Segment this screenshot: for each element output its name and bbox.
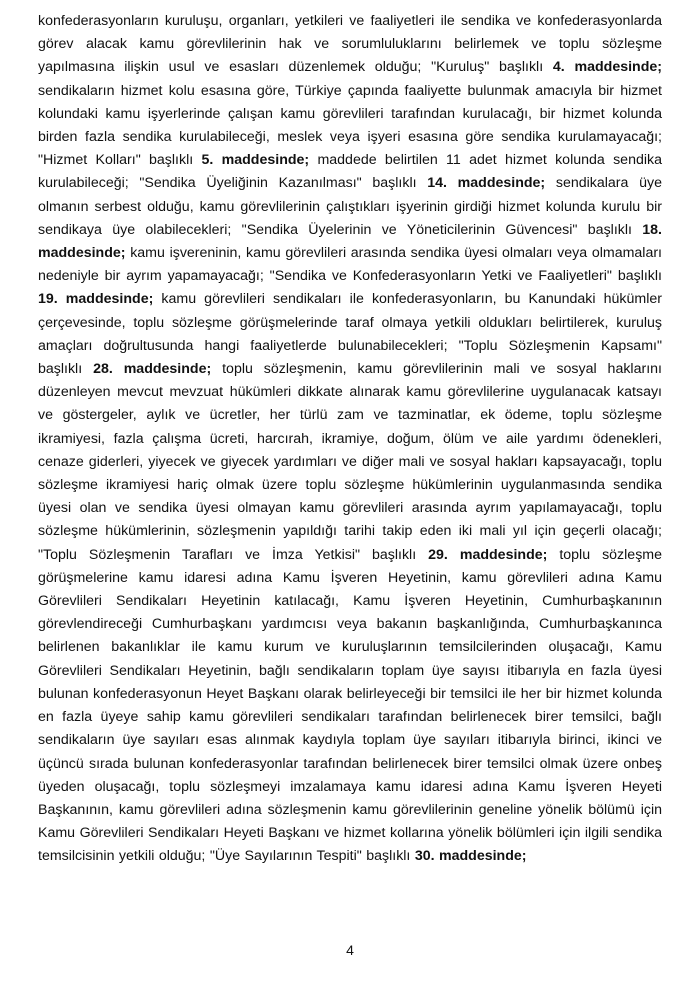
- text-run: toplu sözleşme görüşmelerine kamu idaresi adına Kamu İşveren Heyetinin, kamu görevlileri adına Kamu Görevlileri Sendikaları Heyetinin katılacağı, Kamu İşveren Heyetinin, Cumhurbaşkanının görevlendireceği Cumhurbaşkanı yardımcısı veya bakanın başkanlığında, Cumhurbaşkanınca belirlenen bakanlıklar ile kamu kurum ve kuruluşlarının temsilcilerinden oluşacağı, Kamu Görevlileri Sendikaları Heyetinin, bağlı sendikaların toplam üye sayısı itibarıyla en fazla üyesi bulunan konfederasyonun Heyet Başkanı olarak belirleyeceği bir temsilci ile her bir hizmet kolunda en fazla üyeye sahip kamu görevlileri sendikaları tarafından belirlenecek birer temsilci, bağlı sendikaların üye sayıları esas alınmak kaydıyla toplam üye sayıları itibarıyla birinci, ikinci ve üçüncü sırada bulunan konfederasyonlar tarafından belirlenecek birer temsilci olmak üzere onbeş üyeden oluşacağı, toplu sözleşmeyi imzalamaya kamu idaresi adına Kamu İşveren Heyeti Başkanının, kamu görevlileri adına sözleşmenin kamu görevlilerinin geneline yönelik bölümü için Kamu Görevlileri Sendikaları Heyeti Başkanı ve hizmet kollarına yönelik bölümleri için ilgili sendika temsilcisinin yetkili olduğu; "Üye Sayılarının Tespiti" başlıklı: [38, 546, 662, 865]
- text-run: konfederasyonların kuruluşu, organları, yetkileri ve faaliyetleri ile sendika ve konfederasyonlarda görev alacak kamu görevlilerinin hak ve sorumluluklarını belirlemek ve toplu sözleşme yapılmasına ilişkin usul ve esasları düzenlemek olduğu; "Kuruluş" başlıklı: [38, 13, 662, 76]
- text-run: toplu sözleşmenin, kamu görevlilerinin mali ve sosyal haklarını düzenleyen mevcut mevzuat hükümleri dikkate alınarak kamu görevlilerine uygulanacak katsayı ve göstergeler, aylık ve ücretler, her türlü zam ve tazminatlar, ek ödeme, toplu sözleşme ikramiyesi, fazla çalışma ücreti, harcırah, ikramiye, doğum, ölüm ve aile yardımı ödenekleri, cenaze giderleri, yiyecek ve giyecek yardımları ve diğer mali ve sosyal hakları kapsayacağı, toplu sözleşme ikramiyesi hariç olmak üzere toplu sözleşme hükümlerinin uygulanmasında sendika üyesi olan ve sendika üyesi olmayan kamu görevlileri arasında ayrım yapılamayacağı, toplu sözleşme hükümlerinin, sözleşmenin yapıldığı tarihi takip eden iki mali yıl için geçerli olacağı; "Toplu Sözleşmenin Tarafları ve İmza Yetkisi" başlıklı: [38, 361, 662, 563]
- text-run: sendikaların hizmet kolu esasına göre, Türkiye çapında faaliyette bulunmak amacıyla bir hizmet kolundaki kamu işyerlerinde çalışan kamu görevlileri tarafından kurulacağı, bir hizmet kolunda birden fazla sendika kurulabileceği, meslek veya işyeri esasına göre sendika kurulamayacağı; "Hizmet Kolları" başlıklı: [38, 82, 662, 169]
- article-reference: 5. maddesinde;: [201, 152, 310, 169]
- text-run: kamu işvereninin, kamu görevlileri arasında sendika üyesi olmaları veya olmamaları nedeniyle bir ayrım yapamayacağı; "Sendika ve Konfederasyonların Yetki ve Faaliyetleri" başlıklı: [38, 245, 662, 285]
- text-run: sendikalara üye olmanın serbest olduğu, kamu görevlilerinin çalıştıkları işyerinin girdiği hizmet kolunda kurulu bir sendikaya üye olabilecekleri; "Sendika Üyelerinin ve Yöneticilerinin Güvencesi" başlıklı: [38, 175, 662, 238]
- body-paragraph: [38, 10, 662, 869]
- article-reference: 18. maddesinde;: [38, 221, 662, 262]
- article-reference: 19. maddesinde;: [38, 291, 154, 308]
- article-reference: 29. maddesinde;: [428, 546, 548, 563]
- text-run: kamu görevlileri sendikaları ile konfederasyonların, bu Kanundaki hükümler çerçevesinde, toplu sözleşme görüşmelerinde taraf olmaya yetkili oldukları belirtilerek, kuruluş amaçları doğrultusunda hangi faaliyetlerde bulunabilecekleri; "Toplu Sözleşmenin Kapsamı" başlıklı: [38, 291, 662, 378]
- text-run: maddede belirtilen 11 adet hizmet kolunda sendika kurulabileceği; "Sendika Üyeliğinin Kazanılması" başlıklı: [38, 152, 662, 192]
- article-reference: 4. maddesinde;: [552, 59, 662, 76]
- page-number: 4: [346, 942, 354, 958]
- article-reference: 30. maddesinde;: [414, 848, 527, 865]
- article-reference: 14. maddesinde;: [427, 175, 546, 192]
- document-page: [38, 10, 662, 869]
- article-reference: 28. maddesinde;: [93, 361, 212, 378]
